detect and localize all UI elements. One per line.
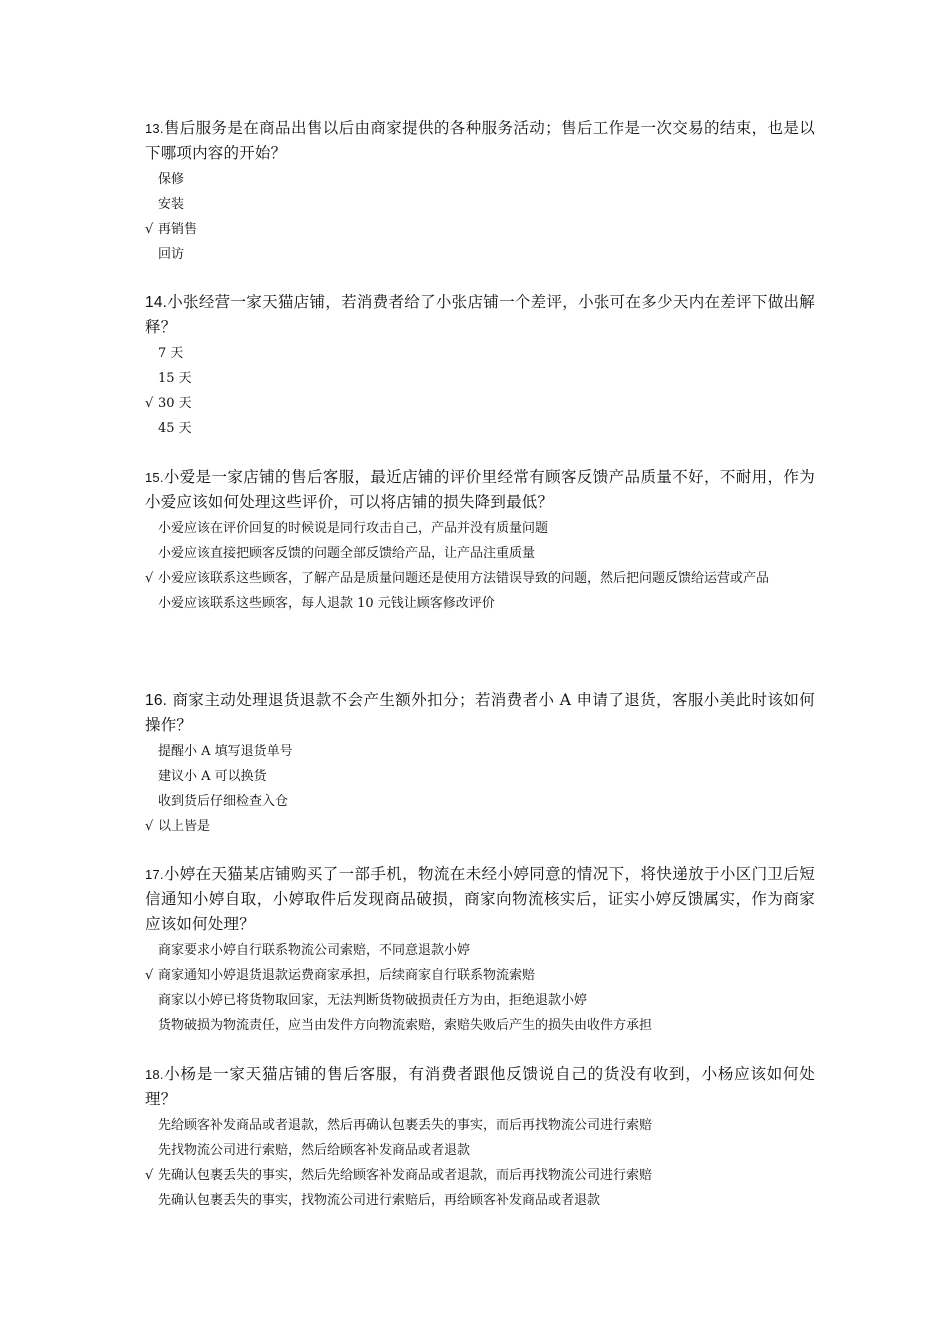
question-number: 18. [145, 1067, 164, 1082]
option-text: 45 天 [158, 421, 192, 436]
option-b[interactable] [145, 541, 815, 566]
answer-check-mark: √ [145, 1168, 154, 1183]
option-text: 安装 [158, 197, 185, 212]
question-text: 小爱是一家店铺的售后客服，最近店铺的评价里经常有顾客反馈产品质量不好，不耐用，作为小爱应该如何处理这些评价，可以将店铺的损失降到最低？ [145, 468, 815, 511]
option-d[interactable] [145, 1013, 815, 1038]
question-text: 售后服务是在商品出售以后由商家提供的各种服务活动；售后工作是一次交易的结束，也是以下哪项内容的开始？ [145, 119, 815, 162]
option-d[interactable] [145, 416, 815, 441]
option-text: 30 天 [158, 396, 192, 411]
option-c[interactable] [145, 566, 815, 591]
option-c[interactable] [145, 789, 815, 814]
option-text: 小爱应该联系这些顾客，了解产品是质量问题还是使用方法错误导致的问题，然后把问题反馈给运营或产品 [158, 571, 770, 586]
option-text: 先确认包裹丢失的事实，然后先给顾客补发商品或者退款，而后再找物流公司进行索赔 [158, 1168, 653, 1183]
question-stem [145, 465, 815, 515]
question-stem [145, 116, 815, 166]
option-text: 先确认包裹丢失的事实，找物流公司进行索赔后，再给顾客补发商品或者退款 [158, 1193, 601, 1208]
option-text: 保修 [158, 172, 185, 187]
option-text: 以上皆是 [158, 819, 211, 834]
question-number: 14. [145, 294, 168, 311]
option-a[interactable] [145, 341, 815, 366]
option-text: 商家要求小婷自行联系物流公司索赔，不同意退款小婷 [158, 943, 471, 958]
answer-check-mark: √ [145, 819, 154, 834]
question-number: 17. [145, 867, 164, 882]
option-b[interactable] [145, 1138, 815, 1163]
option-c[interactable] [145, 988, 815, 1013]
option-d[interactable] [145, 242, 815, 267]
answer-check-mark: √ [145, 396, 154, 411]
option-text: 小爱应该在评价回复的时候说是同行攻击自己，产品并没有质量问题 [158, 521, 549, 536]
option-text: 提醒小 A 填写退货单号 [158, 744, 293, 759]
option-a[interactable] [145, 1113, 815, 1138]
option-b[interactable] [145, 764, 815, 789]
option-text: 收到货后仔细检查入仓 [158, 794, 289, 809]
option-a[interactable] [145, 516, 815, 541]
option-list [145, 341, 815, 441]
option-text: 货物破损为物流责任，应当由发件方向物流索赔，索赔失败后产生的损失由收件方承担 [158, 1018, 653, 1033]
answer-check-mark: √ [145, 571, 154, 586]
answer-check-mark: √ [145, 222, 154, 237]
question-15 [145, 465, 815, 616]
option-list [145, 1113, 815, 1213]
option-text: 商家通知小婷退货退款运费商家承担，后续商家自行联系物流索赔 [158, 968, 536, 983]
option-text: 先给顾客补发商品或者退款，然后再确认包裹丢失的事实，而后再找物流公司进行索赔 [158, 1118, 653, 1133]
option-c[interactable] [145, 391, 815, 416]
option-c[interactable] [145, 217, 815, 242]
question-text: 商家主动处理退货退款不会产生额外扣分；若消费者小 A 申请了退货，客服小美此时该如何操作？ [145, 691, 815, 734]
question-text: 小婷在天猫某店铺购买了一部手机，物流在未经小婷同意的情况下，将快递放于小区门卫后短信通知小婷自取，小婷取件后发现商品破损，商家向物流核实后，证实小婷反馈属实，作为商家应该如何处理？ [145, 865, 815, 933]
option-b[interactable] [145, 366, 815, 391]
option-text: 回访 [158, 247, 185, 262]
option-d[interactable] [145, 814, 815, 839]
option-text: 建议小 A 可以换货 [158, 769, 267, 784]
option-list [145, 516, 815, 616]
question-13 [145, 116, 815, 267]
question-16 [145, 688, 815, 839]
option-list [145, 938, 815, 1038]
question-stem [145, 290, 815, 340]
question-17 [145, 862, 815, 1038]
question-number: 15. [145, 470, 164, 485]
question-stem [145, 862, 815, 937]
option-text: 再销售 [158, 222, 198, 237]
question-stem [145, 1062, 815, 1112]
option-a[interactable] [145, 739, 815, 764]
option-c[interactable] [145, 1163, 815, 1188]
question-text: 小杨是一家天猫店铺的售后客服，有消费者跟他反馈说自己的货没有收到，小杨应该如何处理？ [145, 1065, 815, 1108]
question-stem [145, 688, 815, 738]
option-b[interactable] [145, 192, 815, 217]
option-text: 7 天 [158, 346, 184, 361]
option-text: 15 天 [158, 371, 192, 386]
question-number: 16. [145, 692, 168, 709]
option-text: 商家以小婷已将货物取回家，无法判断货物破损责任方为由，拒绝退款小婷 [158, 993, 588, 1008]
question-14 [145, 290, 815, 441]
option-b[interactable] [145, 963, 815, 988]
question-number: 13. [145, 121, 164, 136]
question-text: 小张经营一家天猫店铺，若消费者给了小张店铺一个差评，小张可在多少天内在差评下做出解释？ [145, 293, 815, 336]
option-a[interactable] [145, 938, 815, 963]
option-list [145, 167, 815, 267]
question-18 [145, 1062, 815, 1213]
option-a[interactable] [145, 167, 815, 192]
option-text: 小爱应该联系这些顾客，每人退款 10 元钱让顾客修改评价 [158, 596, 495, 611]
option-list [145, 739, 815, 839]
answer-check-mark: √ [145, 968, 154, 983]
option-d[interactable] [145, 591, 815, 616]
option-text: 小爱应该直接把顾客反馈的问题全部反馈给产品，让产品注重质量 [158, 546, 536, 561]
option-d[interactable] [145, 1188, 815, 1213]
option-text: 先找物流公司进行索赔，然后给顾客补发商品或者退款 [158, 1143, 471, 1158]
